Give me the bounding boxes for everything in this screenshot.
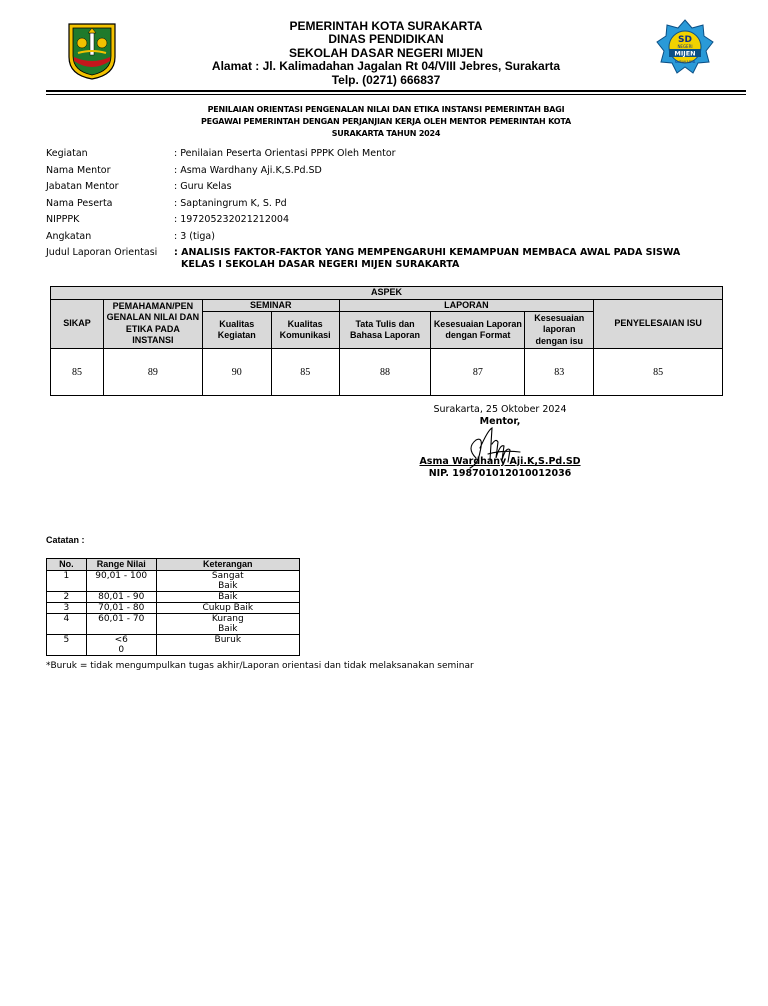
header-aspek: ASPEK: [51, 287, 723, 300]
range-no: 1: [47, 571, 87, 592]
svg-text:SURAKARTA: SURAKARTA: [674, 60, 696, 64]
signature-role: Mentor,: [479, 416, 521, 427]
header-kualitas-komunikasi: Kualitas Komunikasi: [271, 312, 339, 349]
letterhead-phone: Telp. (0271) 666837: [331, 72, 441, 87]
range-row: [47, 592, 300, 603]
score-sikap: 85: [51, 349, 104, 396]
signature-nip: NIP. 198701012010012036: [428, 468, 572, 479]
score-kualitas-kegiatan: 90: [202, 349, 271, 396]
range-value: [86, 635, 156, 656]
info-value: : Saptaningrum K, S. Pd: [174, 197, 287, 209]
range-value: 90,01 - 100: [86, 571, 156, 592]
range-keterangan: [156, 614, 299, 635]
grade-range-table: [46, 558, 300, 656]
info-value: : 3 (tiga): [174, 230, 215, 242]
info-label: Nama Mentor: [46, 164, 111, 176]
letterhead-government: PEMERINTAH KOTA SURAKARTA: [289, 19, 483, 33]
range-no: 5: [47, 635, 87, 656]
sd-negeri-mijen-logo-icon: [655, 18, 715, 76]
letterhead-department: DINAS PENDIDIKAN: [328, 32, 444, 47]
range-keterangan: [156, 571, 299, 592]
notes-footnote: *Buruk = tidak mengumpulkan tugas akhir/Laporan orientasi dan tidak melaksanakan seminar: [46, 661, 474, 671]
assessment-table: [50, 286, 723, 396]
range-row: [47, 614, 300, 635]
document-title-line-1: PENILAIAN ORIENTASI PENGENALAN NILAI DAN ETIKA INSTANSI PEMERINTAH BAGI: [207, 105, 565, 114]
letterhead-school: SEKOLAH DASAR NEGERI MIJEN: [288, 45, 484, 60]
range-no: 2: [47, 592, 87, 603]
header-penyelesaian-isu: PENYELESAIAN ISU: [594, 299, 723, 349]
header-kesesuaian-isu: Kesesuaian laporan dengan isu: [525, 312, 594, 349]
range-row: [47, 635, 300, 656]
info-label: Nama Peserta: [46, 197, 113, 209]
info-value: : Guru Kelas: [174, 181, 232, 192]
header-kualitas-kegiatan: Kualitas Kegiatan: [202, 312, 271, 349]
document-title-line-2: PEGAWAI PEMERINTAH DENGAN PERJANJIAN KERJA OLEH MENTOR PEMERINTAH KOTA: [201, 117, 571, 126]
range-value: 80,01 - 90: [86, 592, 156, 603]
info-label: Kegiatan: [46, 148, 88, 159]
range-no: 4: [47, 614, 87, 635]
info-value-continued: KELAS I SEKOLAH DASAR NEGERI MIJEN SURAKARTA: [181, 259, 460, 270]
svg-text:MIJEN: MIJEN: [674, 49, 696, 58]
info-label: Jabatan Mentor: [46, 181, 119, 192]
info-value: : 197205232021212004: [174, 214, 290, 225]
header-pemahaman: PEMAHAMAN/PEN GENALAN NILAI DAN ETIKA PADA INSTANSI: [103, 299, 202, 349]
document-title-line-3: SURAKARTA TAHUN 2024: [331, 129, 441, 138]
score-kesesuaian-format: 87: [431, 349, 525, 396]
score-penyelesaian-isu: 85: [594, 349, 723, 396]
info-value: : Penilaian Peserta Orientasi PPPK Oleh Mentor: [174, 148, 396, 159]
range-header-range: Range Nilai: [86, 559, 156, 571]
score-pemahaman: 89: [103, 349, 202, 396]
range-keterangan-text: Kurang Baik: [211, 614, 244, 634]
range-keterangan-text: Sangat Baik: [211, 571, 244, 591]
info-label: Judul Laporan Orientasi: [46, 247, 158, 258]
info-value: : Asma Wardhany Aji.K,S.Pd.SD: [174, 164, 322, 176]
letterhead-divider-thin: [46, 94, 746, 95]
header-kesesuaian-format: Kesesuaian Laporan dengan Format: [431, 312, 525, 349]
signature-name: Asma Wardhany Aji.K,S.Pd.SD: [419, 456, 581, 467]
letterhead-divider: [46, 90, 746, 92]
surakarta-city-emblem-icon: [66, 21, 118, 81]
info-label: NIPPPK: [46, 214, 80, 225]
header-seminar: SEMINAR: [202, 299, 339, 312]
range-row: [47, 603, 300, 614]
range-header-no: No.: [47, 559, 87, 571]
letterhead-address: Alamat : Jl. Kalimadahan Jagalan Rt 04/VIII Jebres, Surakarta: [211, 59, 561, 74]
svg-text:SD: SD: [678, 35, 692, 45]
handwritten-signature-icon: [462, 424, 526, 472]
document-title: [150, 104, 622, 140]
score-row: [51, 349, 723, 396]
range-header-keterangan: Keterangan: [156, 559, 299, 571]
score-tata-tulis: 88: [339, 349, 431, 396]
range-value: 70,01 - 80: [86, 603, 156, 614]
range-keterangan: Baik: [156, 592, 299, 603]
header-sikap: SIKAP: [51, 299, 104, 349]
range-row: [47, 571, 300, 592]
range-keterangan: Cukup Baik: [156, 603, 299, 614]
range-no: 3: [47, 603, 87, 614]
range-value-text: <60: [114, 635, 128, 655]
notes-title: Catatan :: [46, 535, 85, 545]
score-kesesuaian-isu: 83: [525, 349, 594, 396]
header-laporan: LAPORAN: [339, 299, 594, 312]
info-label: Angkatan: [46, 230, 92, 242]
range-value: 60,01 - 70: [86, 614, 156, 635]
header-tata-tulis: Tata Tulis dan Bahasa Laporan: [339, 312, 431, 349]
info-value: : ANALISIS FAKTOR-FAKTOR YANG MEMPENGARUHI KEMAMPUAN MEMBACA AWAL PADA SISWA: [174, 247, 681, 258]
score-kualitas-komunikasi: 85: [271, 349, 339, 396]
range-keterangan: Buruk: [156, 635, 299, 656]
letterhead: [150, 20, 622, 87]
svg-text:NEGERI: NEGERI: [677, 44, 693, 49]
signature-place-date: Surakarta, 25 Oktober 2024: [433, 404, 567, 415]
